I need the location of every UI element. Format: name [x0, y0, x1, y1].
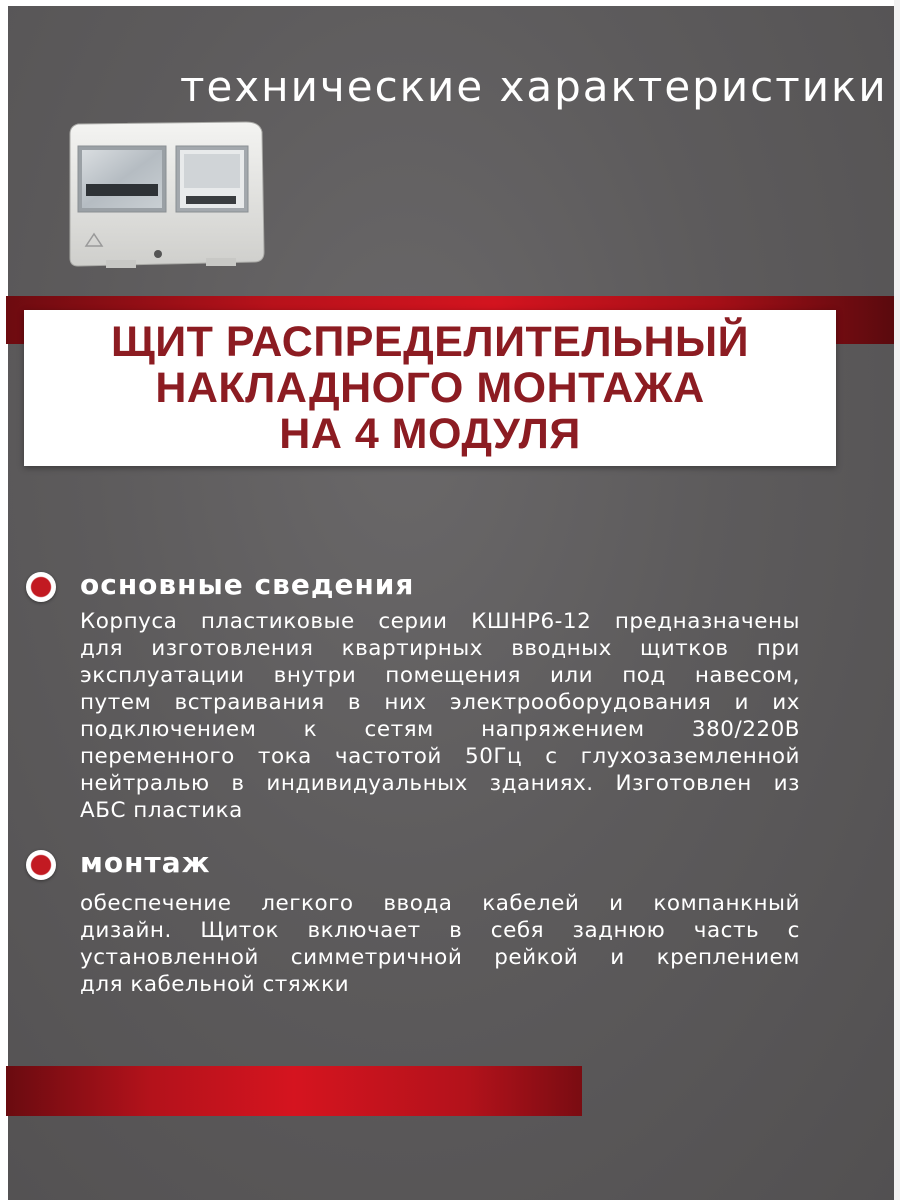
bullet-icon	[26, 850, 56, 880]
frame-left-edge	[0, 0, 8, 1200]
page-heading: технические характеристики	[180, 62, 888, 111]
body-line: для кабельной стяжки	[80, 972, 350, 997]
section-title-basic-info: основные сведения	[80, 568, 415, 601]
product-title-line-1: ЩИТ РАСПРЕДЕЛИТЕЛЬНЫЙ	[110, 318, 750, 366]
red-ribbon-bottom	[6, 1066, 582, 1116]
distribution-box-image	[66, 120, 266, 270]
body-line: нейтралью в индивидуальных зданиях. Изготовлен из	[80, 771, 800, 796]
body-line: путем встраивания в них электрооборудования и их	[80, 690, 800, 715]
frame-right-edge	[894, 0, 900, 1200]
body-line: Корпуса пластиковые серии КШНР6-12 предназначены	[80, 609, 800, 634]
product-title-line-3: НА 4 МОДУЛЯ	[279, 410, 581, 458]
frame-top-edge	[0, 0, 900, 6]
body-line: подключением к сетям напряжением 380/220В	[80, 717, 800, 742]
body-line: установленной симметричной рейкой и креплением	[80, 945, 800, 970]
body-line: переменного тока частотой 50Гц с глухозаземленной	[80, 744, 800, 769]
body-line: эксплуатации внутри помещения или под навесом,	[80, 663, 800, 688]
body-line: АБС пластика	[80, 798, 243, 823]
body-line: обеспечение легкого ввода кабелей и компанкный	[80, 891, 800, 916]
product-title-banner	[24, 310, 836, 466]
product-title-line-2: НАКЛАДНОГО МОНТАЖА	[155, 364, 705, 412]
section-body-mounting	[80, 890, 800, 998]
body-line: для изготовления квартирных вводных щитков при	[80, 636, 800, 661]
body-line: дизайн. Щиток включает в себя заднюю часть с	[80, 918, 800, 943]
section-title-mounting: монтаж	[80, 846, 211, 879]
section-body-basic-info	[80, 608, 800, 824]
bullet-icon	[26, 572, 56, 602]
